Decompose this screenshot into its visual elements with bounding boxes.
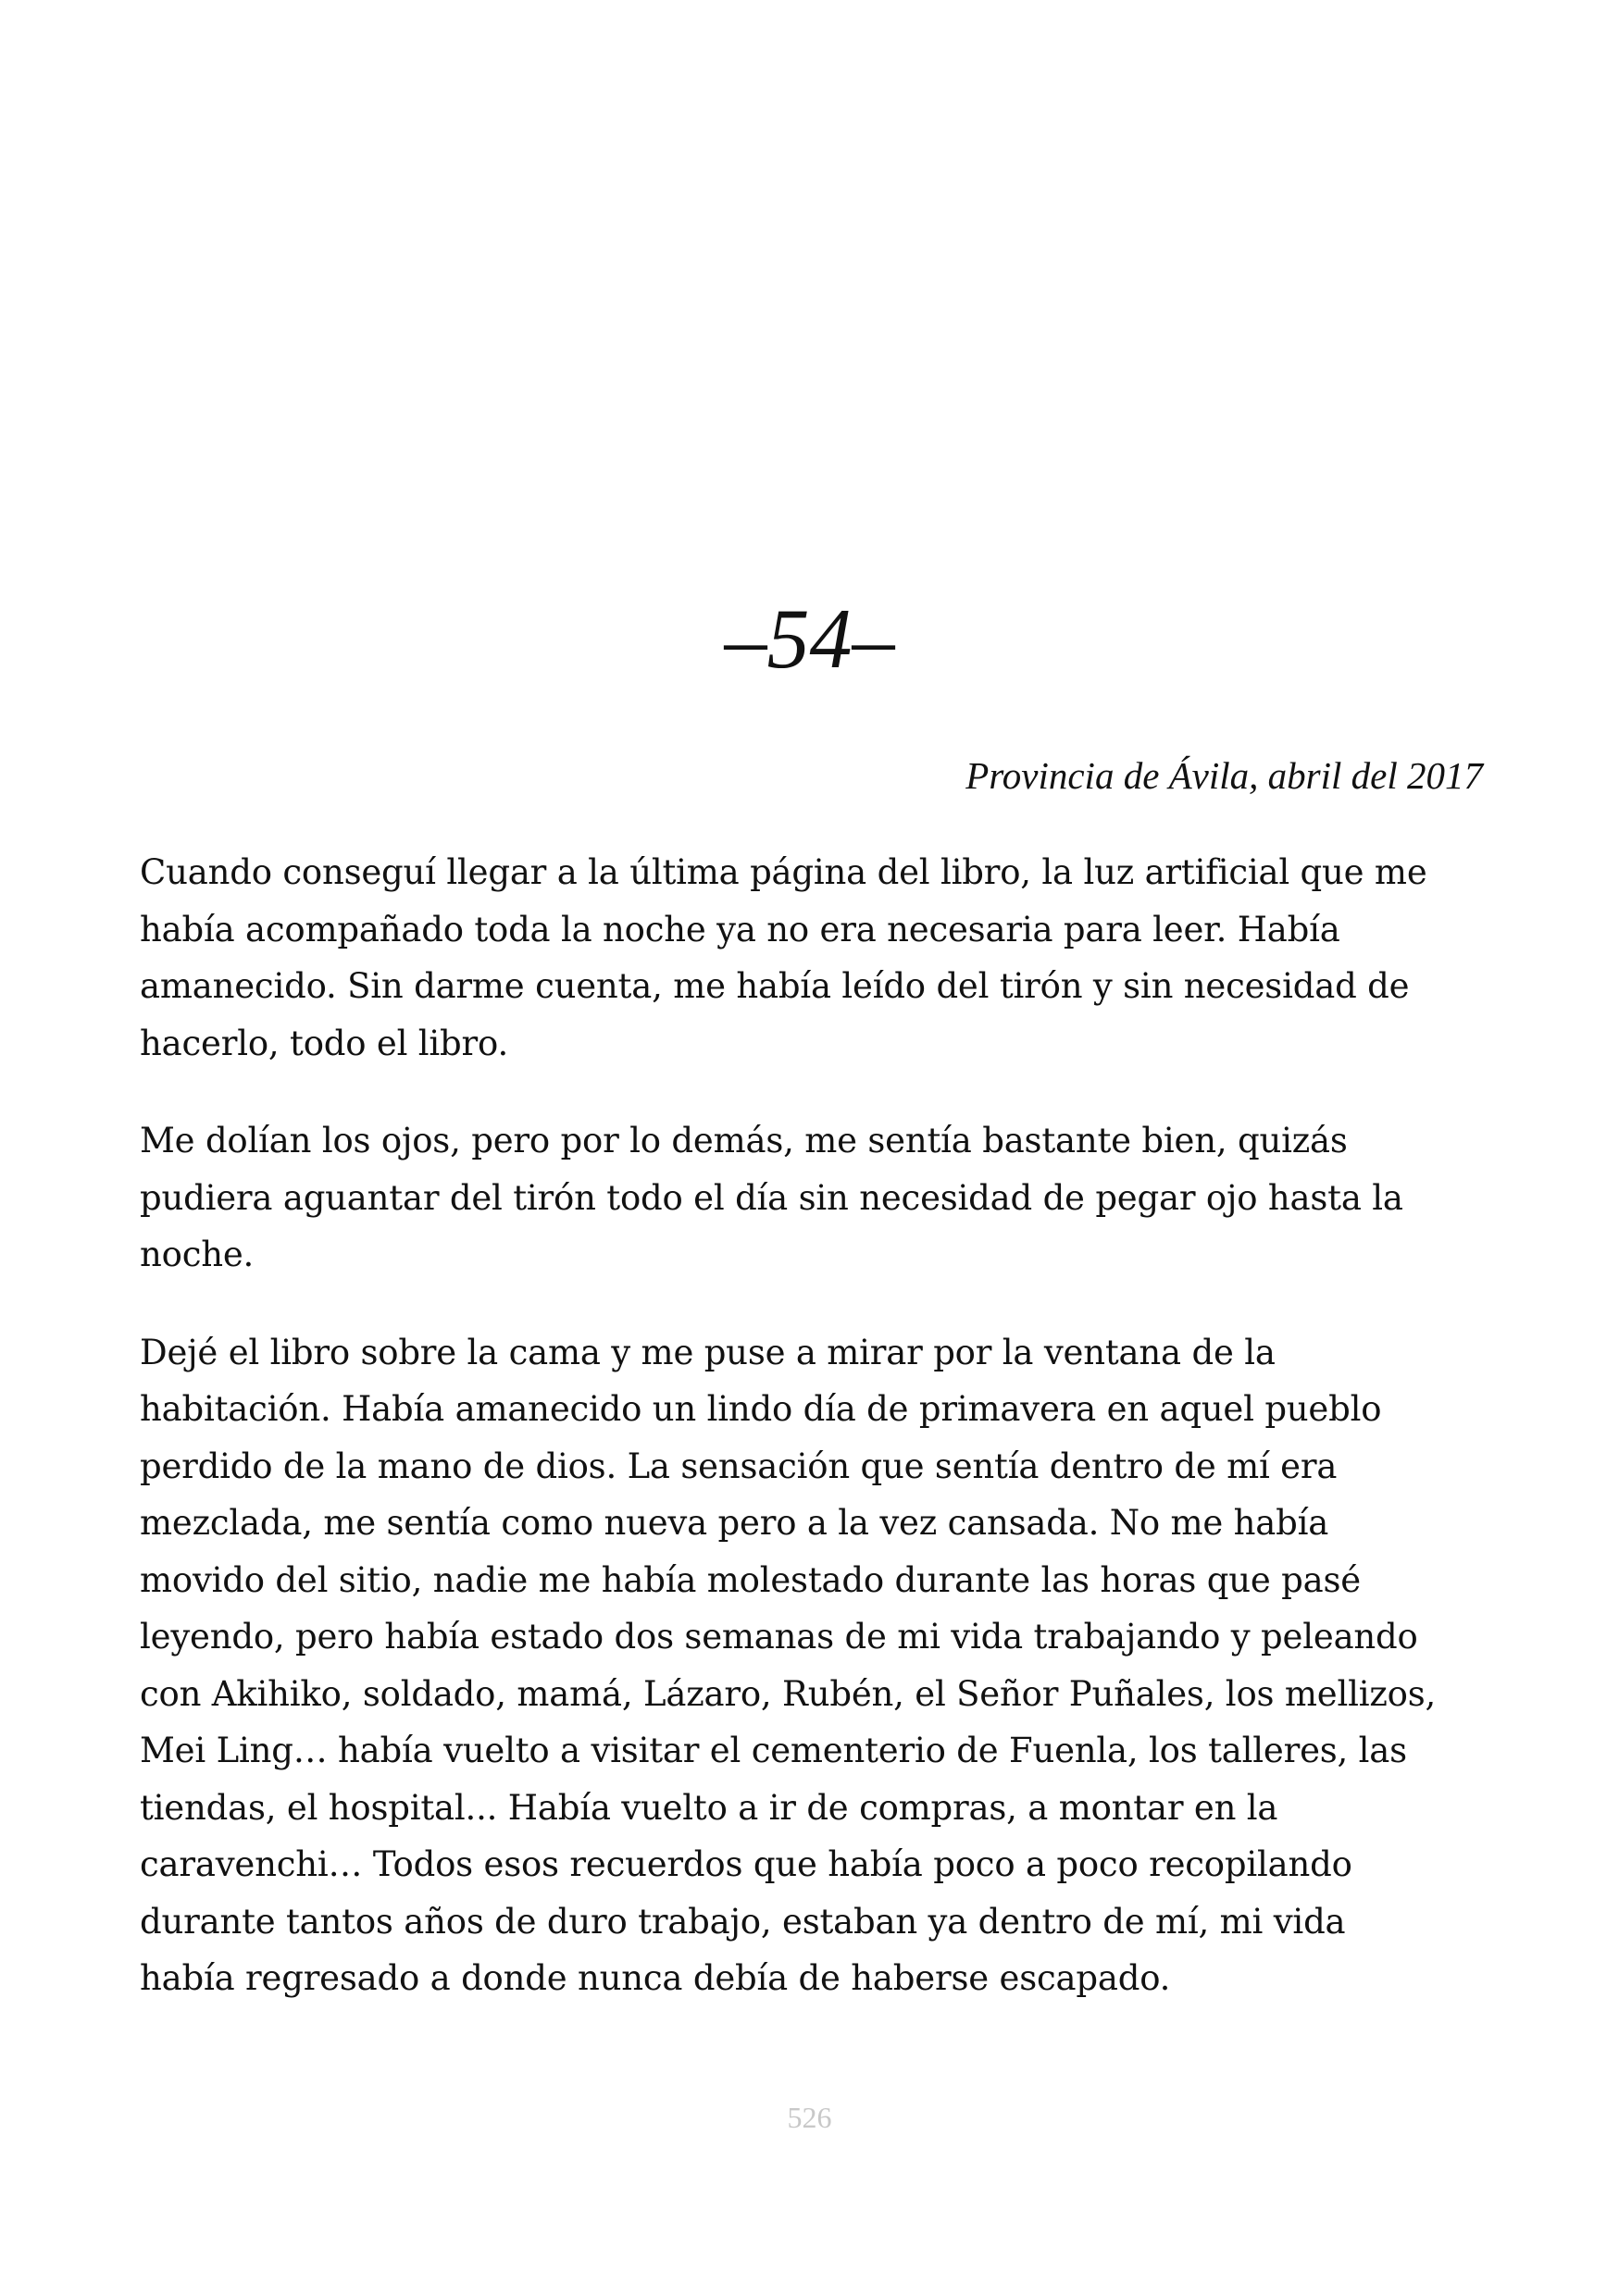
chapter-dateline: Provincia de Ávila, abril del 2017 [965, 754, 1483, 797]
paragraph-2: Me dolían los ojos, pero por lo demás, me sentía bastante bien, quizás pudiera aguantar del tirón todo el día sin necesidad de pegar ojo hasta la noche. [140, 1121, 1403, 1274]
paragraph-3: Dejé el libro sobre la cama y me puse a mirar por la ventana de la habitación. Había amanecido un lindo día de primavera en aquel pueblo perdido de la mano de dios. La sensación que sentía dentro de mí era mezclada, me sentía como nueva pero a la vez cansada. No me había movido del sitio, nadie me había molestado durante las horas que pasé leyendo, pero había estado dos semanas de mi vida trabajando y peleando con Akihiko, soldado, mamá, Lázaro, Rubén, el Señor Puñales, los mellizos, Mei Ling… había vuelto a visitar el cementerio de Fuenla, los talleres, las tiendas, el hospital... Había vuelto a ir de compras, a montar en la caravenchi… Todos esos recuerdos que había poco a poco recopilando durante tantos años de duro trabajo, estaban ya dentro de mí, mi vida había regresado a donde nunca debía de haberse escapado. [140, 1332, 1437, 1998]
chapter-title: –54– [724, 591, 895, 686]
body-text [140, 844, 1491, 2048]
page-number: 526 [787, 2101, 832, 2134]
paragraph-1: Cuando conseguí llegar a la última página del libro, la luz artificial que me había acompañado toda la noche ya no era necesaria para leer. Había amanecido. Sin darme cuenta, me había leído del tirón y sin necesidad de hacerlo, todo el libro. [140, 852, 1427, 1063]
